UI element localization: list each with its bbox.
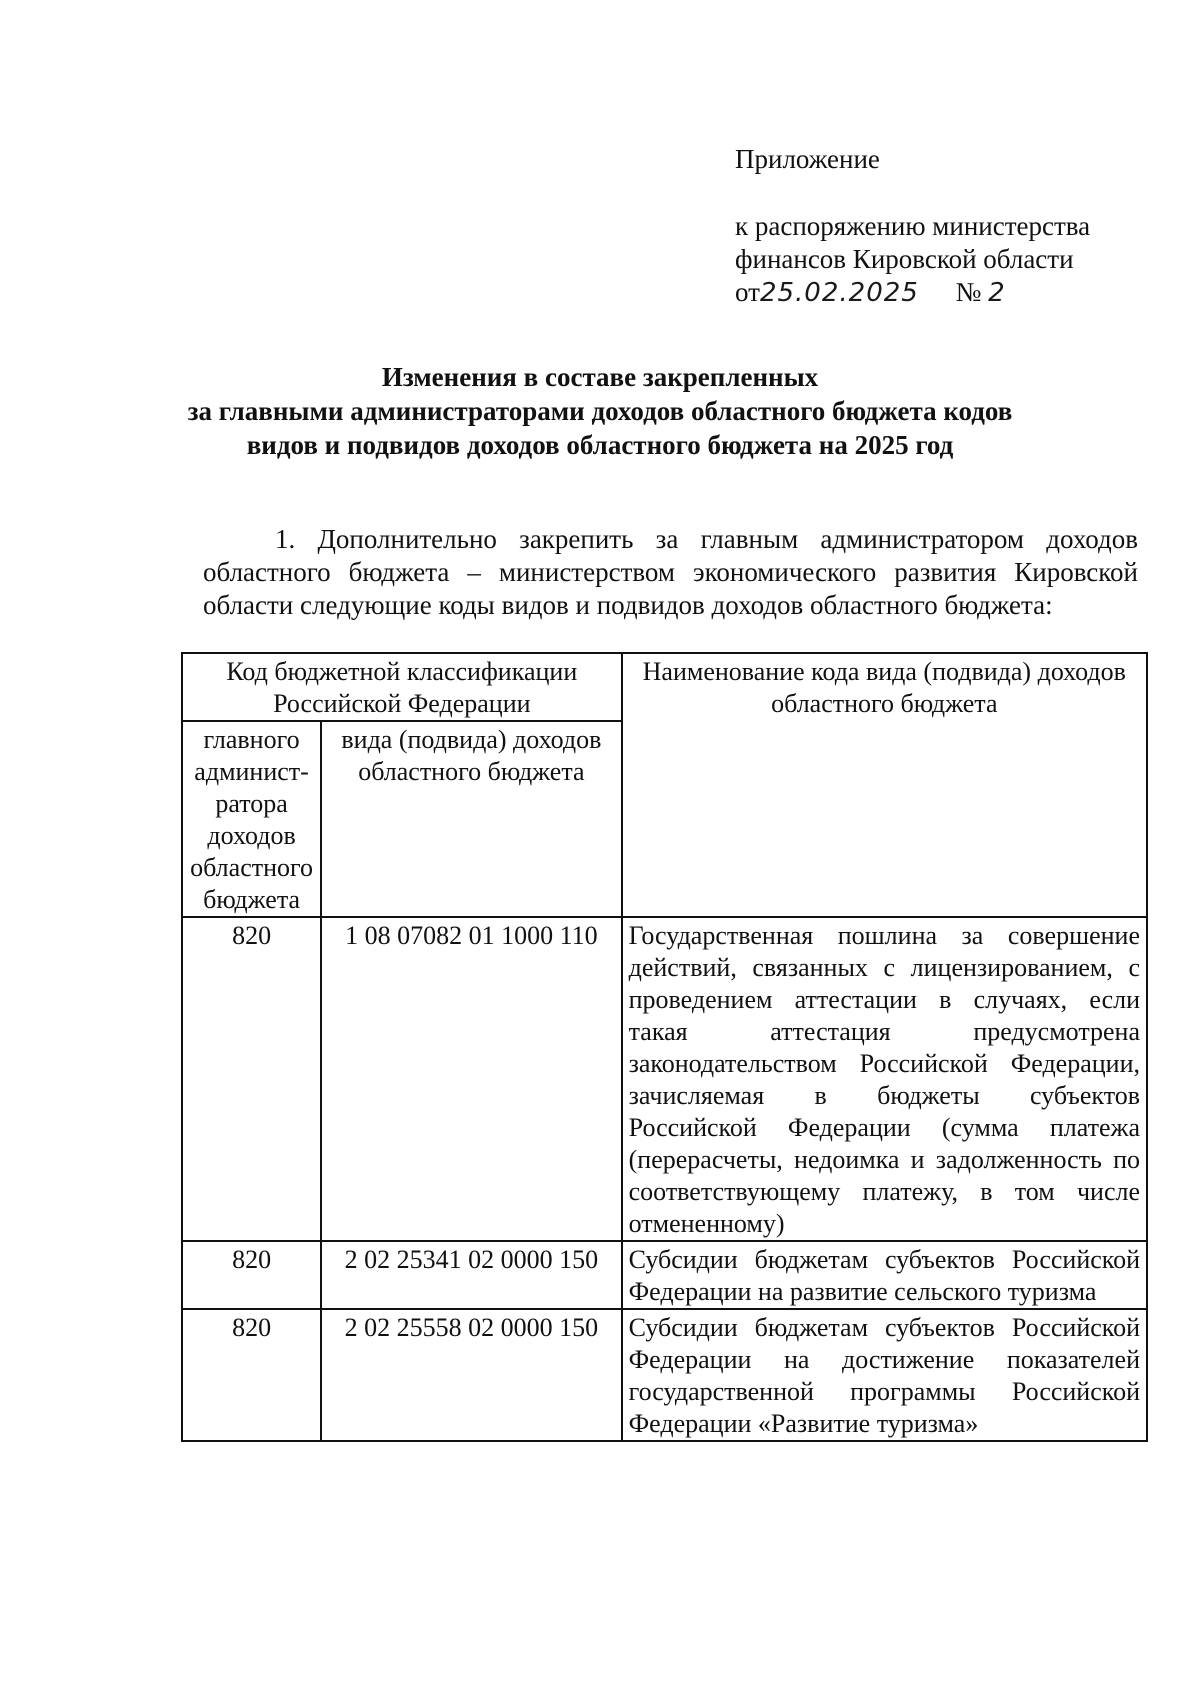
appendix-line-2: финансов Кировской области [735, 244, 1074, 274]
title-line-3: видов и подвидов доходов областного бюджета на 2025 год [246, 430, 954, 460]
number-prefix: № [955, 277, 982, 307]
title-line-2: за главными администраторами доходов областного бюджета кодов [187, 396, 1013, 426]
header-admin: главного админист-ратора доходов областного бюджета [182, 721, 321, 917]
budget-codes-table [181, 652, 1148, 1442]
row-income-name: Субсидии бюджетам субъектов Российской Федерации на достижение показателей государственной программы Российской Федерации «Развитие туризма» [622, 1309, 1147, 1441]
title-line-1: Изменения в составе закрепленных [381, 362, 819, 392]
table-row [182, 917, 1147, 1241]
row-income-code: 1 08 07082 01 1000 110 [321, 917, 621, 1241]
table-row [182, 1309, 1147, 1441]
row-admin-code: 820 [182, 1309, 321, 1441]
intro-paragraph-block [203, 523, 1138, 622]
header-type: вида (подвида) доходов областного бюджета [321, 721, 621, 917]
table-header-row [182, 653, 1147, 721]
date-prefix: от [735, 277, 760, 307]
row-income-code: 2 02 25558 02 0000 150 [321, 1309, 621, 1441]
table-row [182, 1241, 1147, 1309]
row-income-code: 2 02 25341 02 0000 150 [321, 1241, 621, 1309]
intro-paragraph: 1. Дополнительно закрепить за главным администратором доходов областного бюджета – министерством экономического развития Кировской области следующие коды видов и подвидов доходов областного бюджета: [203, 524, 1138, 620]
appendix-date-line [735, 275, 1006, 310]
header-kbk: Код бюджетной классификации Российской Федерации [182, 653, 622, 721]
handwritten-number: 2 [988, 278, 1006, 308]
handwritten-date: 25.02.2025 [759, 278, 919, 308]
header-name: Наименование кода вида (подвида) доходов областного бюджета [622, 653, 1147, 917]
appendix-line-1: к распоряжению министерства [735, 211, 1091, 241]
document-title [0, 360, 1200, 462]
row-admin-code: 820 [182, 917, 321, 1241]
row-income-name: Субсидии бюджетам субъектов Российской Федерации на развитие сельского туризма [622, 1241, 1147, 1309]
row-admin-code: 820 [182, 1241, 321, 1309]
appendix-label: Приложение [735, 144, 880, 174]
row-income-name: Государственная пошлина за совершение действий, связанных с лицензированием, с проведением аттестации в случаях, если такая аттестация предусмотрена законодательством Российской Федерации, зачисляемая в бюджеты субъектов Российской Федерации (сумма платежа (перерасчеты, недоимка и задолженность по соответствующему платежу, в том числе отмененному) [622, 917, 1147, 1241]
